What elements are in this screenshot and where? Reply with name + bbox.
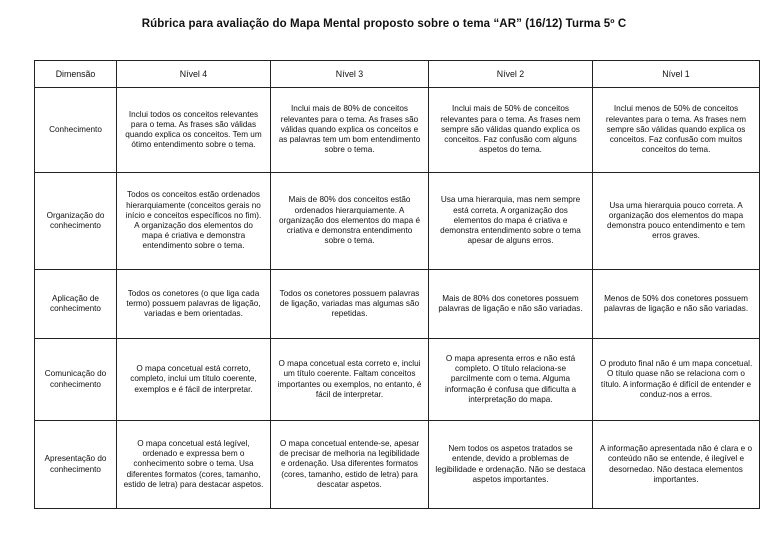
header-level-3: Nível 3 xyxy=(271,61,429,88)
header-level-1: Nível 1 xyxy=(593,61,760,88)
criteria-cell: Mais de 80% dos conceitos estão ordenados hierarquiamente. A organização dos elementos do mapa é criativa e demonstra entendimento sobre o tema. xyxy=(271,173,429,270)
dimension-cell: Organização do conhecimento xyxy=(35,173,117,270)
criteria-cell: O mapa apresenta erros e não está completo. O título relaciona-se parcilmente com o tema. Alguma informação é confusa que dificulta a interpretação do mapa. xyxy=(429,339,593,421)
rubric-table xyxy=(34,60,760,509)
criteria-cell: A informação apresentada não é clara e o conteúdo não se entende, é ilegível e desornedao. Não destaca elementos importantes. xyxy=(593,421,760,509)
criteria-cell: O mapa concetual está correto, completo, inclui um título coerente, exemplos e é fácil de interpretar. xyxy=(117,339,271,421)
criteria-cell: O mapa concetual está legível, ordenado e expressa bem o conhecimento sobre o tema. Usa diferentes formatos (cores, tamanho, estido de letra) para destacar aspetos. xyxy=(117,421,271,509)
criteria-cell: Todos os conetores (o que liga cada termo) possuem palavras de ligação, variadas e bem orientadas. xyxy=(117,270,271,339)
header-row xyxy=(35,61,760,88)
document-title: Rúbrica para avaliação do Mapa Mental proposto sobre o tema “AR” (16/12) Turma 5º C xyxy=(141,18,627,30)
criteria-cell: Inclui menos de 50% de conceitos relevantes para o tema. As frases nem sempre são válidas quando explica os conceitos. Faz confusão com muitos conceitos do tema. xyxy=(593,88,760,173)
dimension-cell: Comunicação do conhecimento xyxy=(35,339,117,421)
header-level-2: Nível 2 xyxy=(429,61,593,88)
criteria-cell: Menos de 50% dos conetores possuem palavras de ligação e não são variadas. xyxy=(593,270,760,339)
table-row xyxy=(35,173,760,270)
criteria-cell: Usa uma hierarquia, mas nem sempre está correta. A organização dos elementos do mapa é criativa e demonstra entendimento sobre o tema apesar de alguns erros. xyxy=(429,173,593,270)
criteria-cell: O mapa concetual entende-se, apesar de precisar de melhoria na legibilidade e ordenação. Usa diferentes formatos (cores, tamanho, estido de letra) para descatar aspetos. xyxy=(271,421,429,509)
table-row xyxy=(35,88,760,173)
table-row xyxy=(35,339,760,421)
criteria-cell: Mais de 80% dos conetores possuem palavras de ligação e não são variadas. xyxy=(429,270,593,339)
header-dimension: Dimensão xyxy=(35,61,117,88)
table-row xyxy=(35,270,760,339)
dimension-cell: Conhecimento xyxy=(35,88,117,173)
dimension-cell: Apresentação do conhecimento xyxy=(35,421,117,509)
criteria-cell: Inclui mais de 50% de conceitos relevantes para o tema. As frases nem sempre são válidas quando explica os conceitos. Faz confusão com alguns aspetos do tema. xyxy=(429,88,593,173)
criteria-cell: Todos os conceitos estão ordenados hierarquiamente (conceitos gerais no início e conceitos específicos no fim). A organização dos elementos do mapa é criativa e demonstra entendimento sobre o tema. xyxy=(117,173,271,270)
criteria-cell: O produto final não é um mapa concetual. O título quase não se relaciona com o título. A informação é difícil de entender e conduz-nos a erros. xyxy=(593,339,760,421)
criteria-cell: Inclui todos os conceitos relevantes para o tema. As frases são válidas quando explica os conceitos. Tem um ótimo entendimento sobre o tema. xyxy=(117,88,271,173)
header-level-4: Nível 4 xyxy=(117,61,271,88)
criteria-cell: Inclui mais de 80% de conceitos relevantes para o tema. As frases são válidas quando explica os conceitos e as palavras tem um bom entendimento sobre o tema. xyxy=(271,88,429,173)
criteria-cell: O mapa concetual esta correto e, inclui um título coerente. Faltam conceitos importantes ou exemplos, no entanto, é fácil de interpretar. xyxy=(271,339,429,421)
dimension-cell: Aplicação de conhecimento xyxy=(35,270,117,339)
criteria-cell: Todos os conetores possuem palavras de ligação, variadas mas algumas são repetidas. xyxy=(271,270,429,339)
table-row xyxy=(35,421,760,509)
criteria-cell: Nem todos os aspetos tratados se entende, devido a problemas de legibilidade e ordenação. Não se destaca aspetos importantes. xyxy=(429,421,593,509)
criteria-cell: Usa uma hierarquia pouco correta. A organização dos elementos do mapa demonstra pouco entendimento e tem erros graves. xyxy=(593,173,760,270)
